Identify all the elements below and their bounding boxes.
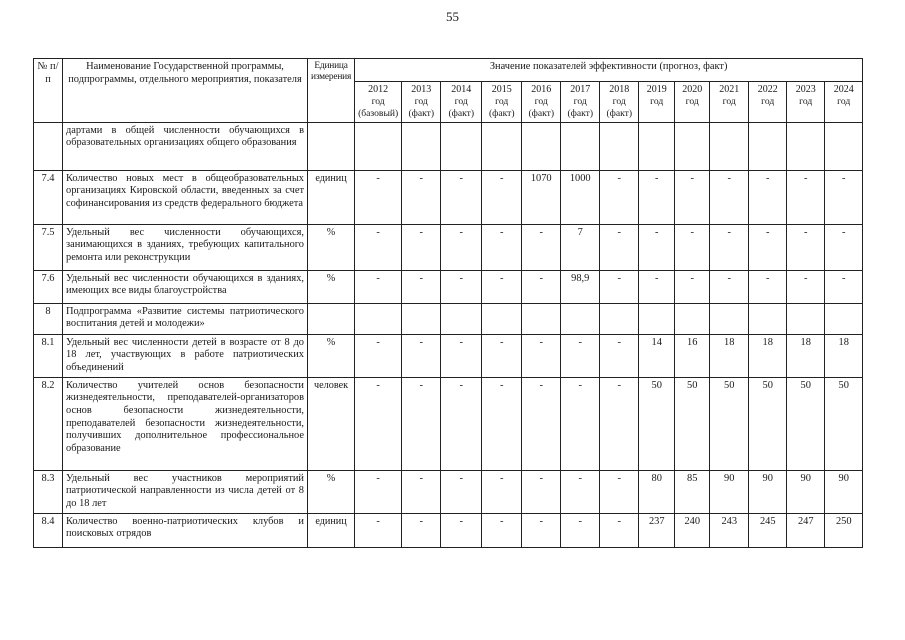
header-year-sub: год <box>495 96 509 108</box>
row-number <box>34 122 63 170</box>
unit-cell: % <box>308 334 355 377</box>
value-cell <box>482 303 522 334</box>
row-number: 8 <box>34 303 63 334</box>
header-year-year: 2012 <box>368 84 389 95</box>
header-num: № п/п <box>34 59 63 123</box>
value-cell: - <box>355 470 402 513</box>
value-cell: 90 <box>787 470 825 513</box>
value-cell: - <box>441 470 482 513</box>
value-cell: 18 <box>710 334 749 377</box>
value-cell: - <box>522 377 561 470</box>
value-cell: - <box>355 224 402 270</box>
header-year-year: 2015 <box>491 84 512 95</box>
table-row <box>34 303 863 334</box>
header-year-2012 <box>355 82 402 123</box>
value-cell: 237 <box>639 513 675 547</box>
header-year-sub: год <box>761 96 775 108</box>
header-year-year: 2023 <box>795 84 816 95</box>
table-row <box>34 513 863 547</box>
header-year-2019 <box>639 82 675 123</box>
value-cell: - <box>561 377 600 470</box>
value-cell: 80 <box>639 470 675 513</box>
header-year-2017 <box>561 82 600 123</box>
value-cell: 50 <box>675 377 710 470</box>
header-year-note: (факт) <box>448 107 475 119</box>
header-year-year: 2019 <box>646 84 667 95</box>
value-cell: - <box>441 170 482 224</box>
value-cell: 18 <box>749 334 787 377</box>
value-cell <box>825 303 863 334</box>
value-cell: - <box>600 470 639 513</box>
value-cell: - <box>600 513 639 547</box>
header-year-sub: год <box>371 96 385 108</box>
value-cell <box>402 122 441 170</box>
header-year-year: 2024 <box>833 84 854 95</box>
header-unit: Единица измерения <box>308 59 355 123</box>
value-cell: - <box>787 170 825 224</box>
table-row <box>34 122 863 170</box>
value-cell: - <box>441 270 482 303</box>
header-year-note: (базовый) <box>358 107 399 119</box>
value-cell <box>441 122 482 170</box>
unit-cell: единиц <box>308 170 355 224</box>
unit-cell <box>308 122 355 170</box>
value-cell: 16 <box>675 334 710 377</box>
value-cell <box>675 122 710 170</box>
value-cell: - <box>675 170 710 224</box>
table-row <box>34 470 863 513</box>
header-values-group: Значение показателей эффективности (прогноз, факт) <box>355 59 863 82</box>
value-cell: - <box>561 470 600 513</box>
header-year-sub: год <box>573 96 587 108</box>
table-row <box>34 334 863 377</box>
value-cell: 90 <box>749 470 787 513</box>
header-year-sub: год <box>414 96 428 108</box>
indicator-name: Подпрограмма «Развитие системы патриотического воспитания детей и молодежи» <box>63 303 308 334</box>
value-cell: - <box>639 170 675 224</box>
value-cell <box>787 303 825 334</box>
value-cell: - <box>355 377 402 470</box>
header-year-2015 <box>482 82 522 123</box>
indicator-name: Удельный вес участников мероприятий патриотической направленности из числа детей от 8 до 18 лет <box>63 470 308 513</box>
value-cell: - <box>675 224 710 270</box>
value-cell: - <box>639 224 675 270</box>
value-cell: - <box>482 334 522 377</box>
table-row <box>34 270 863 303</box>
value-cell: - <box>825 224 863 270</box>
value-cell <box>825 122 863 170</box>
header-year-sub: год <box>650 96 664 108</box>
value-cell: 18 <box>787 334 825 377</box>
value-cell: - <box>402 377 441 470</box>
header-year-year: 2020 <box>682 84 703 95</box>
indicators-table <box>33 58 863 548</box>
value-cell: - <box>675 270 710 303</box>
value-cell: - <box>600 270 639 303</box>
value-cell <box>787 122 825 170</box>
header-year-sub: год <box>454 96 468 108</box>
value-cell: - <box>787 270 825 303</box>
value-cell: - <box>600 170 639 224</box>
page-number: 55 <box>446 9 459 24</box>
value-cell: - <box>639 270 675 303</box>
header-name: Наименование Государственной программы, подпрограммы, отдельного мероприятия, показателя <box>63 59 308 123</box>
indicator-name: Удельный вес численности детей в возрасте от 8 до 18 лет, участвующих в работе патриотических объединений <box>63 334 308 377</box>
value-cell: 98,9 <box>561 270 600 303</box>
value-cell: - <box>825 270 863 303</box>
value-cell: - <box>402 513 441 547</box>
header-year-year: 2018 <box>609 84 630 95</box>
value-cell: - <box>482 377 522 470</box>
header-year-sub: год <box>534 96 548 108</box>
value-cell: - <box>441 224 482 270</box>
value-cell: - <box>600 377 639 470</box>
value-cell <box>710 122 749 170</box>
value-cell <box>749 122 787 170</box>
value-cell <box>441 303 482 334</box>
header-year-2016 <box>522 82 561 123</box>
value-cell <box>749 303 787 334</box>
header-year-sub: год <box>722 96 736 108</box>
unit-cell: единиц <box>308 513 355 547</box>
value-cell: - <box>441 513 482 547</box>
value-cell: - <box>482 170 522 224</box>
header-year-2021 <box>710 82 749 123</box>
unit-cell: % <box>308 270 355 303</box>
value-cell: 50 <box>710 377 749 470</box>
value-cell: - <box>561 513 600 547</box>
header-year-sub: год <box>837 96 851 108</box>
value-cell <box>402 303 441 334</box>
row-number: 7.5 <box>34 224 63 270</box>
value-cell <box>710 303 749 334</box>
value-cell: - <box>561 334 600 377</box>
value-cell: - <box>355 334 402 377</box>
value-cell: 1070 <box>522 170 561 224</box>
value-cell: - <box>600 224 639 270</box>
unit-cell: % <box>308 470 355 513</box>
header-year-sub: год <box>685 96 699 108</box>
value-cell <box>639 122 675 170</box>
value-cell: - <box>749 170 787 224</box>
value-cell: - <box>522 470 561 513</box>
value-cell <box>482 122 522 170</box>
value-cell: - <box>522 270 561 303</box>
header-year-2023 <box>787 82 825 123</box>
value-cell <box>355 122 402 170</box>
value-cell <box>355 303 402 334</box>
header-year-year: 2017 <box>570 84 591 95</box>
value-cell: - <box>402 170 441 224</box>
value-cell: 50 <box>787 377 825 470</box>
value-cell: 247 <box>787 513 825 547</box>
header-year-2014 <box>441 82 482 123</box>
value-cell: - <box>522 224 561 270</box>
table-row <box>34 170 863 224</box>
unit-cell: % <box>308 224 355 270</box>
value-cell: - <box>600 334 639 377</box>
header-year-sub: год <box>612 96 626 108</box>
indicator-name: Удельный вес численности обучающихся, занимающихся в зданиях, требующих капитального ремонта или реконструкции <box>63 224 308 270</box>
table-row <box>34 224 863 270</box>
value-cell: - <box>355 270 402 303</box>
unit-cell: человек <box>308 377 355 470</box>
header-year-note: (факт) <box>567 107 594 119</box>
value-cell: - <box>402 270 441 303</box>
header-year-year: 2021 <box>719 84 740 95</box>
value-cell: - <box>441 377 482 470</box>
value-cell: 250 <box>825 513 863 547</box>
header-year-2013 <box>402 82 441 123</box>
value-cell: - <box>441 334 482 377</box>
header-year-year: 2016 <box>531 84 552 95</box>
value-cell: - <box>787 224 825 270</box>
indicator-name: Удельный вес численности обучающихся в зданиях, имеющих все виды благоустройства <box>63 270 308 303</box>
indicator-name: Количество учителей основ безопасности жизнедеятельности, преподавателей-организаторов основ безопасности жизнедеятельности, преподавателей безопасности жизнедеятельности, получивших дополнительное профессиональное образование <box>63 377 308 470</box>
header-year-sub: год <box>799 96 813 108</box>
value-cell: - <box>522 513 561 547</box>
row-number: 7.4 <box>34 170 63 224</box>
value-cell: - <box>710 270 749 303</box>
header-year-year: 2014 <box>451 84 472 95</box>
header-year-note: (факт) <box>528 107 555 119</box>
header-year-2020 <box>675 82 710 123</box>
value-cell <box>639 303 675 334</box>
value-cell: 90 <box>710 470 749 513</box>
header-year-2022 <box>749 82 787 123</box>
header-year-2024 <box>825 82 863 123</box>
value-cell: - <box>482 224 522 270</box>
header-year-note: (факт) <box>408 107 435 119</box>
header-year-2018 <box>600 82 639 123</box>
value-cell: - <box>710 170 749 224</box>
value-cell: - <box>355 170 402 224</box>
value-cell: 245 <box>749 513 787 547</box>
value-cell <box>522 122 561 170</box>
header-year-note: (факт) <box>488 107 515 119</box>
value-cell: 50 <box>639 377 675 470</box>
value-cell: - <box>522 334 561 377</box>
value-cell: - <box>749 224 787 270</box>
row-number: 8.4 <box>34 513 63 547</box>
value-cell <box>561 303 600 334</box>
value-cell: - <box>749 270 787 303</box>
value-cell: - <box>482 270 522 303</box>
value-cell: - <box>355 513 402 547</box>
value-cell <box>600 303 639 334</box>
table-row <box>34 377 863 470</box>
value-cell: 90 <box>825 470 863 513</box>
value-cell: 14 <box>639 334 675 377</box>
value-cell: 7 <box>561 224 600 270</box>
value-cell <box>675 303 710 334</box>
value-cell: 243 <box>710 513 749 547</box>
row-number: 7.6 <box>34 270 63 303</box>
value-cell <box>522 303 561 334</box>
value-cell: 85 <box>675 470 710 513</box>
value-cell: 18 <box>825 334 863 377</box>
value-cell: - <box>482 513 522 547</box>
row-number: 8.2 <box>34 377 63 470</box>
indicator-name: Количество новых мест в общеобразовательных организациях Кировской области, введенных за счет софинансирования из средств федерального бюджета <box>63 170 308 224</box>
header-year-year: 2022 <box>757 84 778 95</box>
value-cell <box>561 122 600 170</box>
value-cell: - <box>402 470 441 513</box>
indicator-name: дартами в общей численности обучающихся в образовательных организациях общего образования <box>63 122 308 170</box>
unit-cell <box>308 303 355 334</box>
row-number: 8.3 <box>34 470 63 513</box>
header-year-note: (факт) <box>606 107 633 119</box>
value-cell: 50 <box>749 377 787 470</box>
value-cell: 50 <box>825 377 863 470</box>
value-cell: 240 <box>675 513 710 547</box>
value-cell: - <box>825 170 863 224</box>
value-cell: - <box>402 334 441 377</box>
value-cell: 1000 <box>561 170 600 224</box>
value-cell: - <box>402 224 441 270</box>
row-number: 8.1 <box>34 334 63 377</box>
value-cell <box>600 122 639 170</box>
header-year-year: 2013 <box>411 84 432 95</box>
value-cell: - <box>710 224 749 270</box>
value-cell: - <box>482 470 522 513</box>
indicator-name: Количество военно-патриотических клубов и поисковых отрядов <box>63 513 308 547</box>
